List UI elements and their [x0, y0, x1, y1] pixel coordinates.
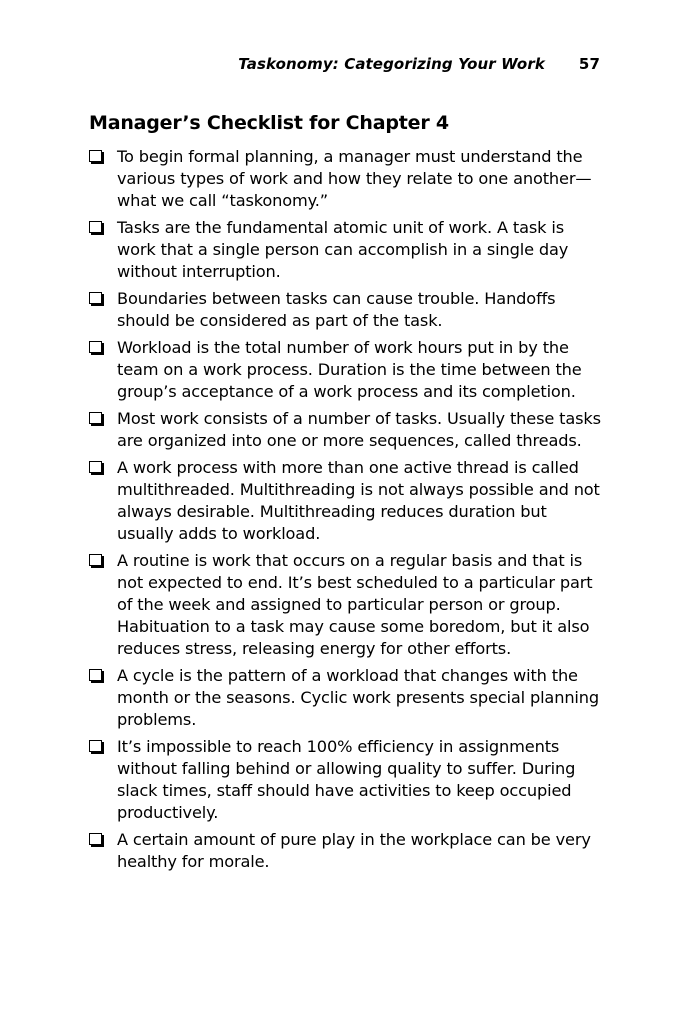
checklist: [89, 146, 601, 878]
running-head: [0, 55, 600, 73]
checkbox-icon: [89, 221, 102, 233]
checklist-item-text: To begin formal planning, a manager must understand the various types of work and how they relate to one another—what we call “taskonomy.”: [117, 147, 592, 210]
checklist-item: [89, 288, 601, 332]
checklist-item-text: A cycle is the pattern of a workload that changes with the month or the seasons. Cyclic work presents special planning problems.: [117, 666, 600, 729]
checklist-item: [89, 217, 601, 283]
checklist-item: [89, 665, 601, 731]
checklist-item: [89, 408, 601, 452]
checkbox-icon: [89, 669, 102, 681]
checkbox-icon: [89, 150, 102, 162]
checkbox-icon: [89, 554, 102, 566]
checklist-item-text: It’s impossible to reach 100% efficiency in assignments without falling behind or allowing quality to suffer. During slack times, staff should have activities to keep occupied productively.: [117, 737, 576, 822]
checklist-item-text: A work process with more than one active thread is called multithreaded. Multithreading is not always possible and not always desirable. Multithreading reduces duration but usually adds to workload.: [117, 458, 600, 543]
page-number: 57: [578, 55, 600, 73]
checklist-item: [89, 736, 601, 824]
checkbox-icon: [89, 740, 102, 752]
checklist-item-text: A routine is work that occurs on a regular basis and that is not expected to end. It’s best scheduled to a particular part of the week and assigned to particular person or group. Habituation to a task may cause some boredom, but it also reduces stress, releasing energy for other efforts.: [117, 551, 593, 658]
checkbox-icon: [89, 461, 102, 473]
checklist-item-text: A certain amount of pure play in the workplace can be very healthy for morale.: [117, 830, 591, 871]
checklist-item-text: Most work consists of a number of tasks. Usually these tasks are organized into one or more sequences, called threads.: [117, 409, 601, 450]
checklist-item-text: Boundaries between tasks can cause trouble. Handoffs should be considered as part of the task.: [117, 289, 556, 330]
checklist-item: [89, 550, 601, 660]
checklist-item: [89, 337, 601, 403]
checklist-item: [89, 829, 601, 873]
running-head-title: Taskonomy: Categorizing Your Work: [238, 55, 545, 73]
checklist-item: [89, 457, 601, 545]
checkbox-icon: [89, 833, 102, 845]
checkbox-icon: [89, 341, 102, 353]
checklist-item: [89, 146, 601, 212]
section-title: Manager’s Checklist for Chapter 4: [89, 112, 449, 134]
checkbox-icon: [89, 292, 102, 304]
checkbox-icon: [89, 412, 102, 424]
checklist-item-text: Tasks are the fundamental atomic unit of work. A task is work that a single person can accomplish in a single day without interruption.: [117, 218, 569, 281]
checklist-item-text: Workload is the total number of work hours put in by the team on a work process. Duration is the time between the group’s acceptance of a work process and its completion.: [117, 338, 582, 401]
